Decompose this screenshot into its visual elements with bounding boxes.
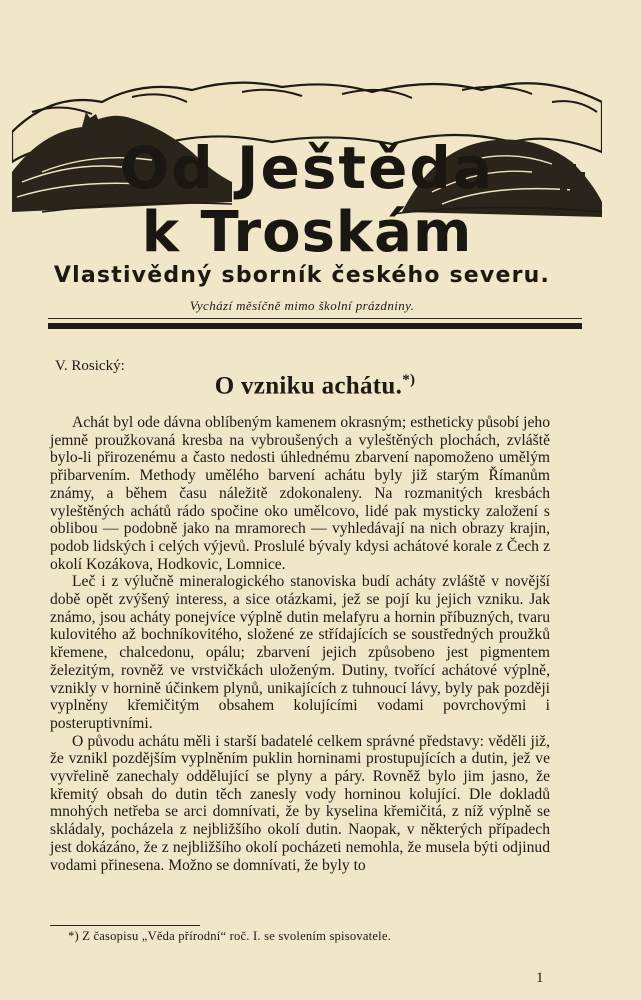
page-number: 1	[536, 970, 544, 986]
paragraph: Leč i z výlučně mineralogického stanoviska budí acháty zvláště v novější době opět zvýšený interess, a sice otázkami, jež se pojí ku jejich vzniku. Jak známo, jsou acháty ponejvíce výplně dutin melafyru a hornin příbuzných, tvaru kulovitého až bochníkovitého, složené ze střídajících se soustředných proužků křemene, chalcedonu, opálu; zbarvení jejich způsobeno jest pigmentem železitým, rovněž ve vrstvičkách uloženým. Dutiny, tvořící achátové výplně, vznikly v hornině účinkem plynů, unikajících z tuhnoucí lávy, byly pak později vyplněny křemičitým obsahem kolujícími vodami povrchovými i posteruptivními.	[50, 573, 550, 732]
masthead-title-line1: Od Ještěda	[119, 134, 495, 202]
paragraph: O původu achátu měli i starší badatelé celkem správné představy: věděli již, že vznikl pozdějším vyplněním puklin horninami prostupujících a dutin, jež ve vyvřelině zanechaly oddělující se plyny a páry. Rovněž bylo jim jasno, že křemitý obsah do dutin těch zanesly vody horninou kolující. Dle dokladů mnohých netřeba se arci domnívati, že by kyselina křemičitá, z níž výplně se skládaly, pocházela z nejbližšího okolí dutin. Naopak, v některých případech jest dokázáno, že z nejbližšího okolí pocházeti nemohla, že musela býti odjinud vodami přinesena. Možno se domnívati, že byly to	[50, 732, 550, 874]
article-title	[48, 372, 582, 400]
footnote-rule	[50, 925, 200, 926]
header-rule-thin	[48, 318, 582, 319]
masthead-tagline: Vychází měsíčně mimo školní prázdniny.	[189, 298, 415, 313]
article-title-text: O vzniku achátu.	[214, 372, 403, 400]
article-author: V. Rosický:	[55, 358, 125, 374]
article-body	[50, 414, 550, 874]
article-title-footnote-mark: *)	[402, 372, 416, 388]
masthead-title-line2: k Troskám	[141, 200, 473, 265]
footnote: *) Z časopisu „Věda přírodní“ roč. I. se svolením spisovatele.	[68, 929, 391, 943]
masthead-subtitle: Vlastivědný sborník českého severu.	[53, 263, 551, 288]
header-rule-thick	[48, 323, 582, 329]
paragraph: Achát byl ode dávna oblíbeným kamenem okrasným; estheticky působí jeho jemně proužkovaná kresba na vybroušených a vyleštěných plochách, zvláště bylo-li přirozenému a často nedosti úhlednému zbarvení napomoženo umělým přibarvením. Methody umělého barvení achátu byly již starým Římanům známy, a během času náležitě zdokonaleny. Na rozmanitých kresbách vyleštěných achátů rádo spočine oko umělcovo, lidé pak mysticky založení s oblibou — podobně jako na mramorech — vyhledávají na nich obrazy krajin, podob lidských i celých výjevů. Proslulé bývaly kdysi achátové korale z Čech z okolí Kozákova, Hodkovic, Lomnice.	[50, 414, 550, 573]
